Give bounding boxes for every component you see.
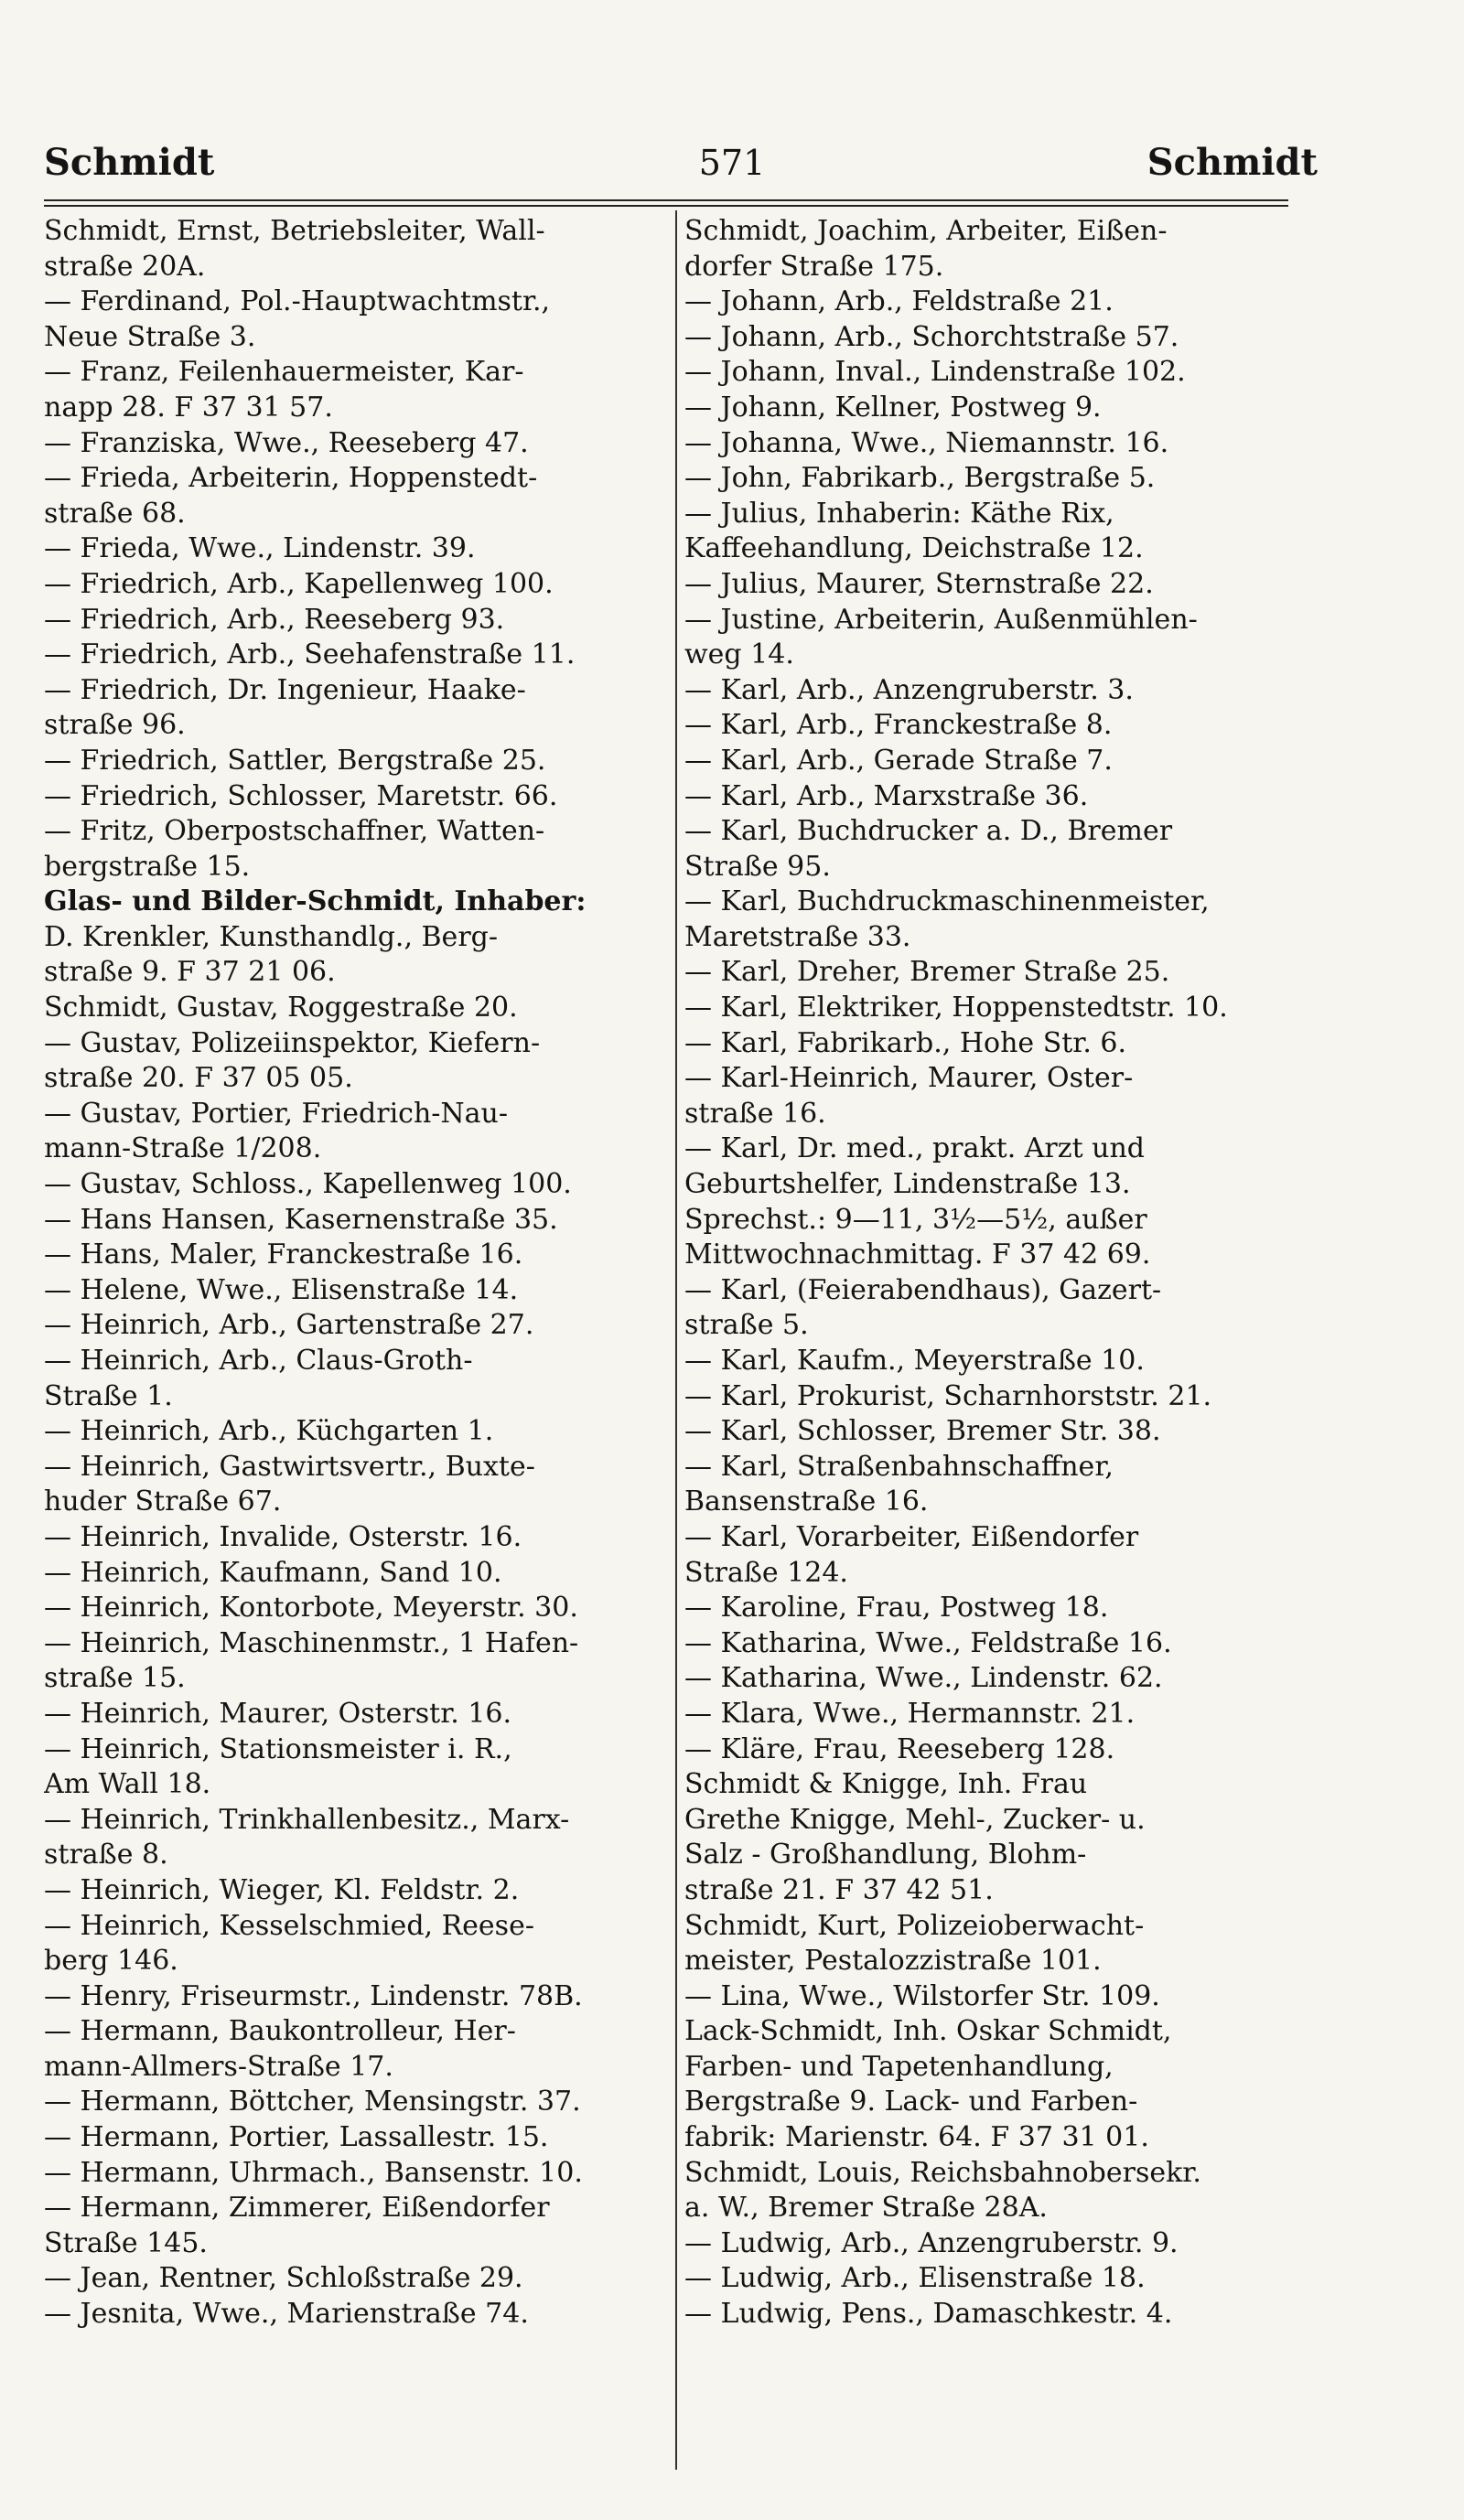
directory-entry-line: — Heinrich, Maschinenmstr., 1 Hafen- [44,1626,579,1659]
running-head-right: Schmidt [1146,141,1318,184]
directory-entry-line: — Karl, Arb., Anzengruberstr. 3. [684,673,1134,706]
directory-entry-line: Geburtshelfer, Lindenstraße 13. [684,1168,1131,1201]
directory-entry-line: — Karl, Arb., Gerade Straße 7. [684,744,1113,777]
directory-entry-line: Bergstraße 9. Lack- und Farben- [684,2086,1138,2118]
directory-entry-line: — Frieda, Wwe., Lindenstr. 39. [44,532,476,565]
directory-entry-line: straße 15. [44,1662,186,1695]
directory-entry-line: Straße 145. [44,2226,208,2259]
directory-entry-line: — Heinrich, Kaufmann, Sand 10. [44,1556,502,1589]
directory-entry-line: — Heinrich, Invalide, Osterstr. 16. [44,1520,522,1553]
directory-entry-line: meister, Pestalozzistraße 101. [684,1945,1102,1978]
directory-entry-line: — Friedrich, Arb., Reeseberg 93. [44,603,505,636]
directory-entry-line: napp 28. F 37 31 57. [44,391,333,424]
directory-entry-line: — Karl-Heinrich, Maurer, Oster- [684,1062,1134,1095]
directory-entry-line: a. W., Bremer Straße 28A. [684,2192,1048,2225]
directory-entry-line: — Jean, Rentner, Schloßstraße 29. [44,2262,523,2295]
directory-entry-line: Neue Straße 3. [44,320,256,353]
directory-entry-line: — Karl, Kaufm., Meyerstraße 10. [684,1345,1145,1377]
directory-entry-line: Schmidt, Joachim, Arbeiter, Eißen- [684,215,1168,247]
directory-entry-line: — Friedrich, Dr. Ingenieur, Haake- [44,673,526,706]
directory-entry-line: — Karl, Buchdrucker a. D., Bremer [684,815,1173,848]
directory-entry-line: — Karl, Elektriker, Hoppenstedtstr. 10. [684,992,1228,1024]
directory-entry-line: — Helene, Wwe., Elisenstraße 14. [44,1273,519,1306]
directory-entry-line: Schmidt & Knigge, Inh. Frau [684,1768,1088,1801]
directory-entry-line: — Klara, Wwe., Hermannstr. 21. [684,1697,1136,1730]
directory-entry-line: — Fritz, Oberpostschaffner, Watten- [44,815,545,848]
directory-entry-line: — Heinrich, Trinkhallenbesitz., Marx- [44,1803,570,1836]
directory-entry-line: — Heinrich, Arb., Claus-Groth- [44,1345,473,1377]
directory-entry-line: straße 9. F 37 21 06. [44,956,336,989]
directory-entry-line: — Hermann, Baukontrolleur, Her- [44,2015,516,2048]
directory-entry-line: — Karl, Arb., Marxstraße 36. [684,779,1089,812]
directory-entry-line: — Justine, Arbeiterin, Außenmühlen- [684,603,1198,636]
directory-entry-line: — Karl, Buchdruckmaschinenmeister, [684,885,1210,918]
directory-entry-line: D. Krenkler, Kunsthandlg., Berg- [44,920,498,953]
directory-entry-line: dorfer Straße 175. [684,250,944,283]
running-head-left: Schmidt [44,141,215,184]
directory-entry-line: — Heinrich, Kesselschmied, Reese- [44,1909,534,1942]
directory-entry-line: Salz - Großhandlung, Blohm- [684,1839,1087,1871]
directory-entry-line: — Gustav, Portier, Friedrich-Nau- [44,1097,509,1130]
directory-entry-line: — Johann, Inval., Lindenstraße 102. [684,356,1186,389]
directory-entry-line: straße 68. [44,497,186,530]
directory-entry-line: — Ludwig, Arb., Anzengruberstr. 9. [684,2226,1179,2259]
directory-entry-line: Grethe Knigge, Mehl-, Zucker- u. [684,1803,1146,1836]
directory-entry-line: — Karoline, Frau, Postweg 18. [684,1592,1109,1625]
directory-entry-line: Schmidt, Ernst, Betriebsleiter, Wall- [44,215,545,247]
directory-entry-line: — Karl, Arb., Franckestraße 8. [684,709,1113,742]
directory-entry-line: Straße 1. [44,1379,173,1412]
directory-entry-line: — Jesnita, Wwe., Marienstraße 74. [44,2298,529,2331]
directory-entry-line: — Hermann, Portier, Lassallestr. 15. [44,2121,549,2154]
directory-entry-line: — Katharina, Wwe., Lindenstr. 62. [684,1662,1163,1695]
directory-entry-line: — Julius, Maurer, Sternstraße 22. [684,567,1154,600]
directory-entry-line: — Heinrich, Wieger, Kl. Feldstr. 2. [44,1873,520,1906]
directory-entry-line: berg 146. [44,1945,178,1978]
directory-entry-line: — Heinrich, Stationsmeister i. R., [44,1732,512,1765]
directory-entry-line: — Heinrich, Arb., Küchgarten 1. [44,1415,494,1448]
directory-entry-line: — Karl, Straßenbahnschaffner, [684,1450,1114,1483]
directory-entry-line: — Gustav, Polizeiinspektor, Kiefern- [44,1026,541,1059]
directory-entry-line: straße 20. F 37 05 05. [44,1062,353,1095]
directory-entry-line: weg 14. [684,638,794,671]
directory-entry-line: — Heinrich, Gastwirtsvertr., Buxte- [44,1450,535,1483]
directory-entry-line: bergstraße 15. [44,850,251,883]
directory-entry-line: mann-Allmers-Straße 17. [44,2050,393,2083]
directory-entry-line: — Katharina, Wwe., Feldstraße 16. [684,1626,1172,1659]
directory-entry-line: — Hans, Maler, Franckestraße 16. [44,1239,523,1271]
directory-entry-line: — Hermann, Böttcher, Mensingstr. 37. [44,2086,581,2118]
directory-entry-line: — Heinrich, Maurer, Osterstr. 16. [44,1697,512,1730]
directory-entry-line: — Johann, Arb., Feldstraße 21. [684,285,1114,318]
directory-entry-line: — Heinrich, Arb., Gartenstraße 27. [44,1309,534,1342]
directory-entry-line: — Hermann, Zimmerer, Eißendorfer [44,2192,550,2225]
header-rule [44,199,1288,201]
directory-entry-line: — Lina, Wwe., Wilstorfer Str. 109. [684,1979,1160,2012]
directory-entry-line: — Karl, Dreher, Bremer Straße 25. [684,956,1170,989]
directory-entry-line: Schmidt, Gustav, Roggestraße 20. [44,992,518,1024]
directory-entry-line: — Karl, (Feierabendhaus), Gazert- [684,1273,1162,1306]
directory-entry-line: Lack-Schmidt, Inh. Oskar Schmidt, [684,2015,1172,2048]
directory-entry-line: straße 21. F 37 42 51. [684,1873,994,1906]
directory-entry-line: — Johanna, Wwe., Niemannstr. 16. [684,426,1169,459]
directory-entry-line: huder Straße 67. [44,1485,282,1518]
column-divider [675,210,677,2470]
directory-entry-line: — Karl, Schlosser, Bremer Str. 38. [684,1415,1161,1448]
directory-entry-line: Farben- und Tapetenhandlung, [684,2050,1114,2083]
directory-entry-line: straße 8. [44,1839,168,1871]
directory-entry-line: Maretstraße 33. [684,920,911,953]
directory-entry-line: Kaffeehandlung, Deichstraße 12. [684,532,1144,565]
page-number: 571 [698,143,766,183]
directory-entry-line: — Gustav, Schloss., Kapellenweg 100. [44,1168,572,1201]
header-rule-double [44,205,1288,207]
directory-entry-line: — Karl, Prokurist, Scharnhorststr. 21. [684,1379,1212,1412]
directory-entry-line: Sprechst.: 9—11, 3½—5½, außer [684,1203,1147,1236]
directory-entry-line: Straße 95. [684,850,831,883]
directory-entry-line: — Friedrich, Sattler, Bergstraße 25. [44,744,546,777]
right-column [684,214,1307,2501]
directory-entry-line: Straße 124. [684,1556,848,1589]
directory-entry-line: mann-Straße 1/208. [44,1132,322,1165]
directory-entry-line: — Hans Hansen, Kasernenstraße 35. [44,1203,558,1236]
directory-entry-line: Am Wall 18. [44,1768,211,1801]
directory-entry-line: — Heinrich, Kontorbote, Meyerstr. 30. [44,1592,578,1625]
directory-entry-line: Schmidt, Louis, Reichsbahnobersekr. [684,2156,1201,2189]
directory-entry-line: — Friedrich, Schlosser, Maretstr. 66. [44,779,558,812]
directory-entry-line: — Ferdinand, Pol.-Hauptwachtmstr., [44,285,551,318]
directory-entry-line: straße 96. [44,709,186,742]
directory-entry-line: — Karl, Vorarbeiter, Eißendorfer [684,1520,1139,1553]
directory-entry-line: — Friedrich, Arb., Kapellenweg 100. [44,567,554,600]
directory-entry-line: — Johann, Kellner, Postweg 9. [684,391,1102,424]
directory-entry-line: Mittwochnachmittag. F 37 42 69. [684,1239,1151,1271]
directory-entry-line: straße 20A. [44,250,206,283]
directory-entry-line: — Friedrich, Arb., Seehafenstraße 11. [44,638,576,671]
directory-entry-line: — Ludwig, Arb., Elisenstraße 18. [684,2262,1146,2295]
directory-entry-line: — Karl, Fabrikarb., Hohe Str. 6. [684,1026,1127,1059]
directory-entry-line: — Julius, Inhaberin: Käthe Rix, [684,497,1114,530]
directory-entry-line: fabrik: Marienstr. 64. F 37 31 01. [684,2121,1149,2154]
directory-entry-line: — John, Fabrikarb., Bergstraße 5. [684,462,1156,495]
directory-entry-line: straße 16. [684,1097,826,1130]
left-column [44,214,666,2501]
directory-entry-line: — Kläre, Frau, Reeseberg 128. [684,1732,1115,1765]
directory-entry-line: — Frieda, Arbeiterin, Hoppenstedt- [44,462,538,495]
directory-entry-line: — Johann, Arb., Schorchtstraße 57. [684,320,1179,353]
directory-entry-line: Schmidt, Kurt, Polizeioberwacht- [684,1909,1145,1942]
directory-entry-line: — Franz, Feilenhauermeister, Kar- [44,356,524,389]
directory-entry-line: — Hermann, Uhrmach., Bansenstr. 10. [44,2156,583,2189]
directory-entry-line: — Franziska, Wwe., Reeseberg 47. [44,426,529,459]
directory-entry-line: Glas- und Bilder-Schmidt, Inhaber: [44,885,587,918]
directory-entry-line: — Karl, Dr. med., prakt. Arzt und [684,1132,1146,1165]
directory-entry-line: straße 5. [684,1309,809,1342]
directory-entry-line: — Henry, Friseurmstr., Lindenstr. 78B. [44,1979,583,2012]
directory-entry-line: Bansenstraße 16. [684,1485,929,1518]
directory-entry-line: — Ludwig, Pens., Damaschkestr. 4. [684,2298,1173,2331]
